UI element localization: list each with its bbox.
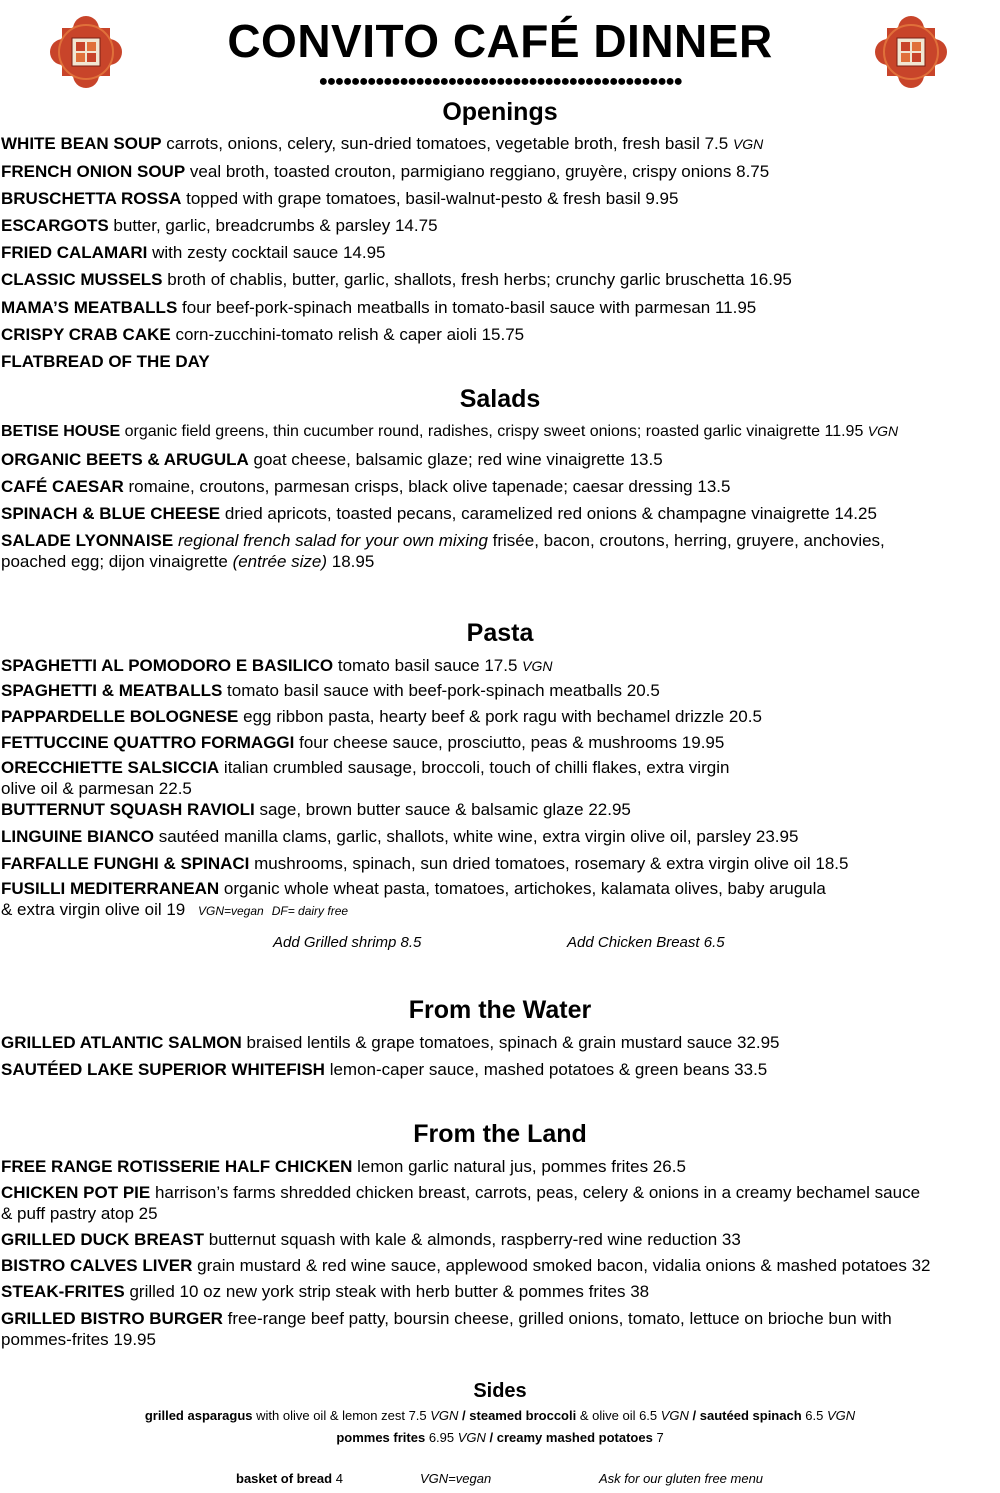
- menu-item: SAUTÉED LAKE SUPERIOR WHITEFISH lemon-caper sauce, mashed potatoes & green beans 33.5: [1, 1060, 768, 1079]
- menu-item: ORGANIC BEETS & ARUGULA goat cheese, balsamic glaze; red wine vinaigrette 13.5: [1, 450, 663, 469]
- title-divider: ●●●●●●●●●●●●●●●●●●●●●●●●●●●●●●●●●●●●●●●●●●●●●: [318, 73, 682, 90]
- menu-item: GRILLED DUCK BREAST butternut squash with kale & almonds, raspberry-red wine reduction 33: [1, 1230, 741, 1249]
- vegan-note: VGN=vegan: [420, 1471, 492, 1486]
- menu-item: FARFALLE FUNGHI & SPINACI mushrooms, spinach, sun dried tomatoes, rosemary & extra virgin olive oil 18.5: [1, 854, 849, 873]
- menu-item: ESCARGOTS butter, garlic, breadcrumbs & parsley 14.75: [1, 216, 438, 235]
- menu-item: FRIED CALAMARI with zesty cocktail sauce 14.95: [1, 243, 386, 262]
- menu-item: CLASSIC MUSSELS broth of chablis, butter, garlic, shallots, fresh herbs; crunchy garlic bruschetta 16.95: [1, 270, 792, 289]
- section-title-land: From the Land: [413, 1120, 587, 1148]
- menu-item: BETISE HOUSE organic field greens, thin cucumber round, radishes, crispy sweet onions; roasted garlic vinaigrette 11.95 VGN: [1, 423, 899, 440]
- menu-title: CONVITO CAFÉ DINNER: [227, 15, 773, 67]
- menu-item: STEAK-FRITES grilled 10 oz new york strip steak with herb butter & pommes frites 38: [1, 1282, 650, 1301]
- menu-item-continued: pommes-frites 19.95: [1, 1330, 156, 1349]
- gluten-free-note: Ask for our gluten free menu: [599, 1471, 764, 1486]
- bread-note: basket of bread 4: [236, 1471, 343, 1486]
- sides-line-1: grilled asparagus with olive oil & lemon zest 7.5 VGN / steamed broccoli & olive oil 6.5 VGN / sautéed spinach 6.5 VGN: [144, 1408, 856, 1423]
- menu-item-continued: olive oil & parmesan 22.5: [1, 779, 192, 798]
- menu-item: SPAGHETTI AL POMODORO E BASILICO tomato basil sauce 17.5 VGN: [1, 656, 553, 675]
- sides-line-2: pommes frites 6.95 VGN / creamy mashed potatoes 7: [336, 1430, 664, 1445]
- menu-item: CRISPY CRAB CAKE corn-zucchini-tomato relish & caper aioli 15.75: [1, 325, 525, 344]
- section-title-water: From the Water: [408, 996, 592, 1024]
- section-title-openings: Openings: [442, 98, 558, 126]
- addon-chicken: Add Chicken Breast 6.5: [567, 934, 725, 951]
- menu-item: BISTRO CALVES LIVER grain mustard & red wine sauce, applewood smoked bacon, vidalia onions & mashed potatoes 32: [1, 1256, 931, 1275]
- section-title-pasta: Pasta: [466, 619, 534, 647]
- menu-item: CHICKEN POT PIE harrison’s farms shredded chicken breast, carrots, peas, celery & onions in a creamy bechamel sauce: [1, 1183, 921, 1202]
- menu-item-continued: poached egg; dijon vinaigrette (entrée size) 18.95: [1, 552, 375, 571]
- menu-item: FREE RANGE ROTISSERIE HALF CHICKEN lemon garlic natural jus, pommes frites 26.5: [1, 1157, 686, 1176]
- menu-item: LINGUINE BIANCO sautéed manilla clams, garlic, shallots, white wine, extra virgin olive oil, parsley 23.95: [1, 827, 799, 846]
- menu-item: FETTUCCINE QUATTRO FORMAGGI four cheese sauce, prosciutto, peas & mushrooms 19.95: [1, 733, 725, 752]
- section-title-sides: Sides: [473, 1380, 527, 1402]
- menu-item: ORECCHIETTE SALSICCIA italian crumbled sausage, broccoli, touch of chilli flakes, extra virgin: [1, 758, 730, 777]
- menu-item: GRILLED ATLANTIC SALMON braised lentils & grape tomatoes, spinach & grain mustard sauce 32.95: [1, 1033, 780, 1052]
- addon-shrimp: Add Grilled shrimp 8.5: [273, 934, 422, 951]
- section-title-salads: Salads: [459, 385, 541, 413]
- menu-item: FUSILLI MEDITERRANEAN organic whole wheat pasta, tomatoes, artichokes, kalamata olives, baby arugula: [1, 879, 826, 898]
- menu-item: GRILLED BISTRO BURGER free-range beef patty, boursin cheese, grilled onions, tomato, lettuce on brioche bun with: [1, 1309, 892, 1328]
- menu-item-continued: & puff pastry atop 25: [1, 1204, 158, 1223]
- menu-item-continued: & extra virgin olive oil 19 VGN=vegan DF= dairy free: [1, 900, 349, 919]
- menu-item: BUTTERNUT SQUASH RAVIOLI sage, brown butter sauce & balsamic glaze 22.95: [1, 800, 631, 819]
- menu-item: SPINACH & BLUE CHEESE dried apricots, toasted pecans, caramelized red onions & champagne vinaigrette 14.25: [1, 504, 877, 523]
- menu-item: MAMA’S MEATBALLS four beef-pork-spinach meatballs in tomato-basil sauce with parmesan 11.95: [1, 298, 757, 317]
- menu-item: PAPPARDELLE BOLOGNESE egg ribbon pasta, hearty beef & pork ragu with bechamel drizzle 20.5: [1, 707, 762, 726]
- menu-item: FLATBREAD OF THE DAY: [1, 352, 210, 371]
- menu-item: BRUSCHETTA ROSSA topped with grape tomatoes, basil-walnut-pesto & fresh basil 9.95: [1, 189, 679, 208]
- menu-item: SALADE LYONNAISE regional french salad for your own mixing frisée, bacon, croutons, herring, gruyere, anchovies,: [1, 531, 885, 550]
- menu-item: FRENCH ONION SOUP veal broth, toasted crouton, parmigiano reggiano, gruyère, crispy onions 8.75: [1, 162, 770, 181]
- menu-item: CAFÉ CAESAR romaine, croutons, parmesan crisps, black olive tapenade; caesar dressing 13.5: [1, 477, 731, 496]
- menu-item: SPAGHETTI & MEATBALLS tomato basil sauce with beef-pork-spinach meatballs 20.5: [1, 681, 660, 700]
- menu-item: WHITE BEAN SOUP carrots, onions, celery, sun-dried tomatoes, vegetable broth, fresh basil 7.5 VGN: [1, 134, 764, 153]
